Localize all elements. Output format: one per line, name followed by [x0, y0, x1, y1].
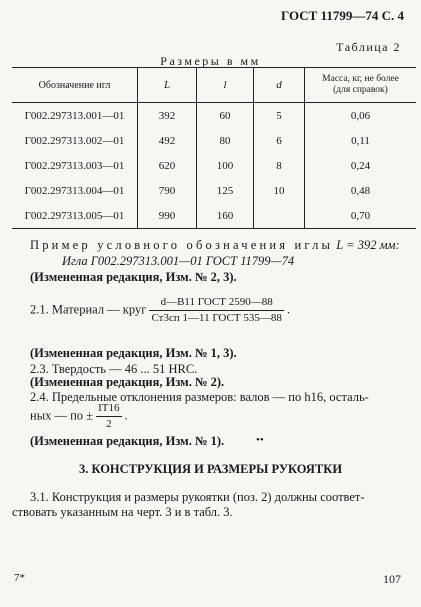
material-numerator: d—В11 ГОСТ 2590—88 [149, 296, 283, 311]
page-number: 107 [383, 572, 401, 586]
cell-designation: Г002.297313.004—01 [24, 184, 125, 197]
example-designation: Игла Г002.297313.001—01 ГОСТ 11799—74 [62, 254, 295, 268]
cell-d: 5 [254, 103, 305, 129]
cell-d: 6 [254, 128, 305, 153]
col-header-l: l [197, 68, 254, 103]
paragraph-3-1-line1: 3.1. Конструкция и размеры рукоятки (поз. 2) должны соответ- [30, 490, 365, 504]
mass-header-line2: (для справок) [333, 85, 388, 95]
table-row [12, 153, 416, 178]
mass-header-line1: Масса, кг, не более [322, 74, 399, 84]
table-header-row [12, 68, 416, 103]
cell-d: 10 [254, 178, 305, 203]
sheet-mark: 7* [14, 572, 25, 584]
cell-mass: 0,70 [305, 203, 417, 229]
table-label: Таблица 2 [336, 40, 401, 54]
revision-note-1-3: (Измененная редакция, Изм. № 1, 3). [30, 346, 237, 360]
deviations-prefix: ных — по ± [30, 408, 94, 423]
col-header-mass [305, 68, 417, 103]
example-lead: Пример условного обозначения иглы [30, 238, 334, 252]
col-header-designation: Обозначение игл [12, 68, 138, 103]
cell-l: 80 [197, 128, 254, 153]
example-length: L = 392 мм: [336, 238, 400, 252]
cell-l: 160 [197, 203, 254, 229]
deviations-fraction [96, 402, 121, 431]
material-tail: . [286, 302, 291, 317]
section-title: 3. КОНСТРУКЦИЯ И РАЗМЕРЫ РУКОЯТКИ [78, 462, 343, 476]
table-row [12, 128, 416, 153]
deviations-line1: 2.4. Предельные отклонения размеров: валов — по h16, осталь- [30, 390, 369, 404]
page-header: ГОСТ 11799—74 С. 4 [281, 8, 404, 23]
deviations-line2 [30, 402, 128, 431]
revision-note-2-3: (Измененная редакция, Изм. № 2, 3). [30, 270, 237, 284]
cell-mass: 0,11 [305, 128, 417, 153]
cell-designation: Г002.297313.005—01 [12, 203, 138, 229]
example-line [30, 238, 400, 253]
cell-L: 392 [138, 103, 197, 129]
cell-designation: Г002.297313.002—01 [24, 134, 125, 147]
cell-d [254, 203, 305, 229]
cell-L: 990 [138, 203, 197, 229]
deviations-numerator: IT16 [96, 402, 121, 417]
material-denominator: Ст3сп 1—11 ГОСТ 535—88 [151, 312, 282, 324]
table-row [12, 203, 416, 229]
cell-l: 60 [197, 103, 254, 129]
hardness-line: 2.3. Твердость — 46 ... 51 HRC. [30, 362, 198, 376]
col-header-d: d [254, 68, 305, 103]
cell-designation: Г002.297313.001—01 [24, 109, 125, 122]
cell-d: 8 [254, 153, 305, 178]
cell-l: 125 [197, 178, 254, 203]
table-row [12, 103, 416, 129]
material-fraction [149, 296, 283, 325]
revision-note-2: (Измененная редакция, Изм. № 2). [30, 375, 225, 389]
cell-l: 100 [197, 153, 254, 178]
cell-L: 492 [138, 128, 197, 153]
needle-table [12, 67, 416, 229]
cell-L: 620 [138, 153, 197, 178]
deviations-tail: . [124, 408, 128, 423]
col-header-L: L [138, 68, 197, 103]
cell-mass: 0,48 [305, 178, 417, 203]
material-text: 2.1. Материал — круг [30, 302, 147, 317]
paragraph-3-1-line2: ствовать указанным на черт. 3 и в табл. 3. [12, 505, 233, 519]
margin-mark: •• [256, 434, 264, 446]
revision-note-1: (Измененная редакция, Изм. № 1). [30, 434, 225, 448]
cell-L: 790 [138, 178, 197, 203]
cell-mass: 0,06 [305, 103, 417, 129]
table-row [12, 178, 416, 203]
cell-mass: 0,24 [305, 153, 417, 178]
deviations-denominator: 2 [106, 418, 112, 430]
material-line [30, 296, 290, 325]
cell-designation: Г002.297313.003—01 [24, 159, 125, 172]
dimensions-caption: Размеры в мм [160, 54, 261, 68]
